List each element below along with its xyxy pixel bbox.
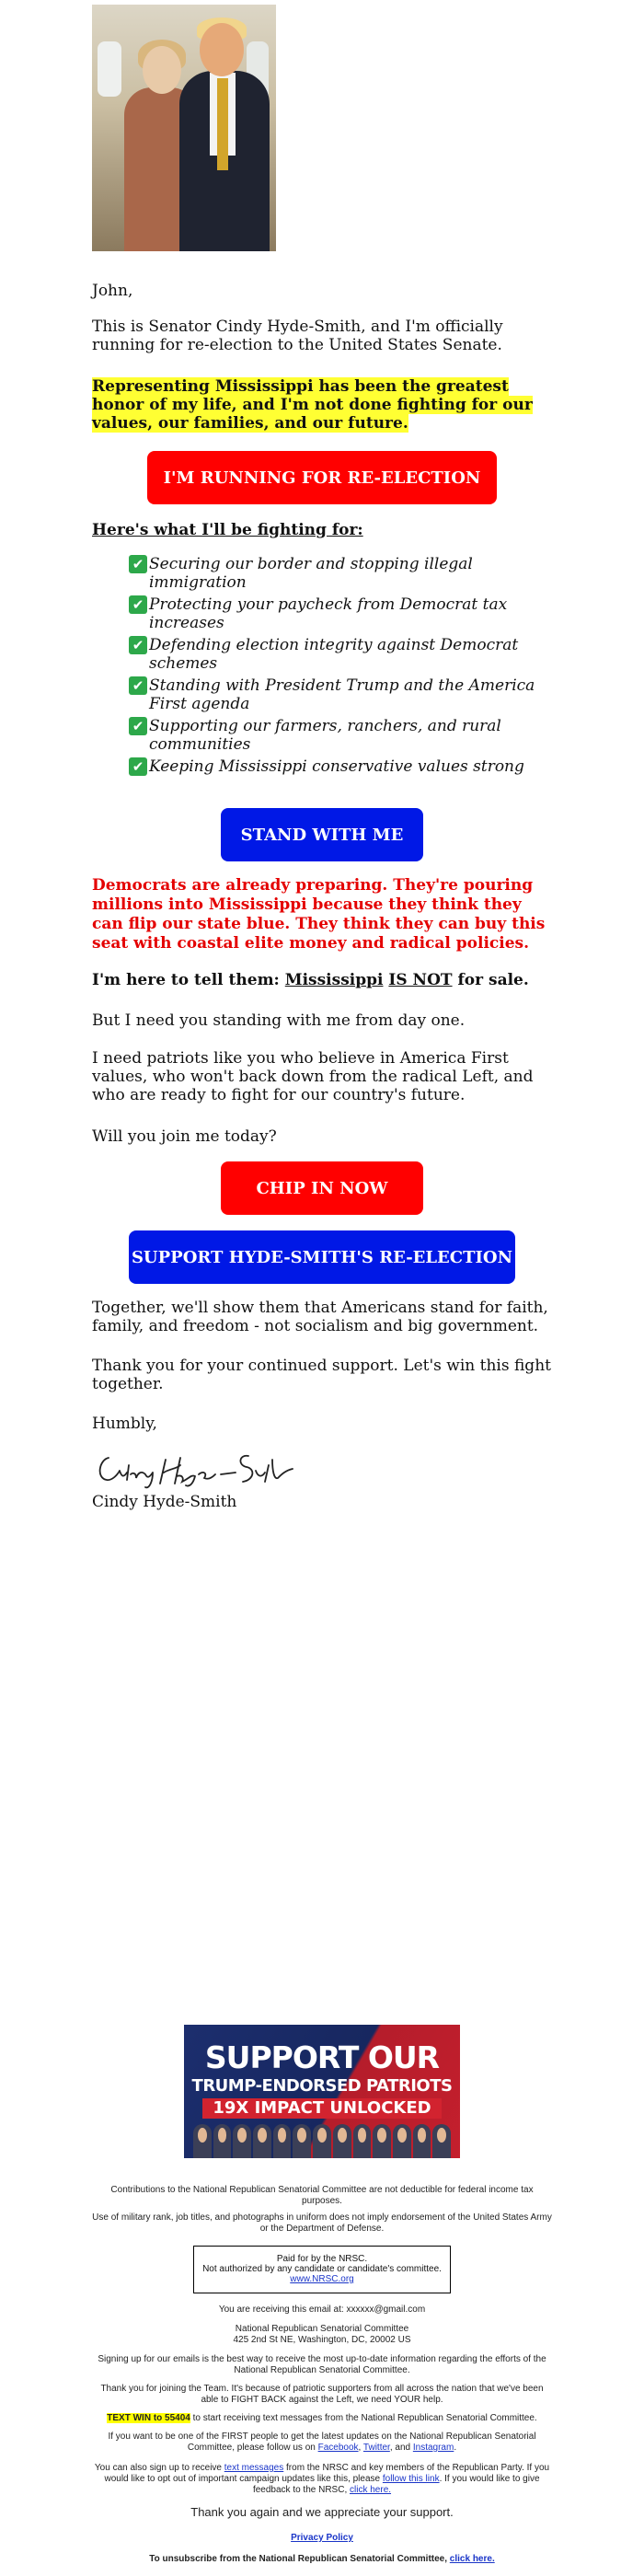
tell-them-paragraph: I'm here to tell them: Mississippi IS NOT for sale.: [92, 971, 529, 989]
greeting: John,: [92, 282, 133, 300]
list-item: ✔ Protecting your paycheck from Democrat tax increases: [129, 595, 552, 632]
unsubscribe-link[interactable]: click here.: [449, 2554, 495, 2564]
banner-faces: [193, 2124, 451, 2158]
support-button[interactable]: SUPPORT HYDE-SMITH'S RE-ELECTION: [129, 1230, 515, 1284]
check-icon: ✔: [129, 595, 147, 614]
banner-line1: SUPPORT OUR: [204, 2039, 440, 2075]
check-icon: ✔: [129, 757, 147, 776]
footer-org-name: National Republican Senatorial Committee: [235, 2324, 409, 2334]
text-messages-link[interactable]: text messages: [224, 2463, 284, 2473]
highlight-paragraph: [92, 377, 552, 433]
support-patriots-banner[interactable]: [184, 2025, 460, 2158]
need-you-paragraph: But I need you standing with me from day one.: [92, 1011, 466, 1030]
facebook-link[interactable]: Facebook: [317, 2443, 359, 2453]
banner-line2: TRUMP-ENDORSED PATRIOTS: [191, 2076, 453, 2096]
list-item: ✔ Standing with President Trump and the America First agenda: [129, 676, 552, 713]
text-win-badge: TEXT WIN to 55404: [107, 2413, 190, 2423]
footer-appreciate: Thank you again and we appreciate your support.: [190, 2505, 454, 2519]
footer-unsubscribe: To unsubscribe from the National Republican Senatorial Committee, click here.: [149, 2554, 495, 2564]
chip-in-button[interactable]: CHIP IN NOW: [221, 1161, 423, 1215]
signature-image: [92, 1438, 304, 1493]
patriots-paragraph: I need patriots like you who believe in America First values, who won't back down from the radical Left, and who are ready to fight for our country's future.: [92, 1049, 534, 1104]
fighting-heading: Here's what I'll be fighting for:: [92, 521, 363, 539]
thanks-paragraph: Thank you for your continued support. Let's win this fight together.: [92, 1357, 551, 1393]
footer-text-win: TEXT WIN to 55404 to start receiving text messages from the National Republican Senatorial Committee.: [107, 2413, 537, 2423]
list-item: ✔ Supporting our farmers, ranchers, and rural communities: [129, 717, 552, 754]
stand-with-me-button[interactable]: STAND WITH ME: [221, 808, 423, 861]
footer-joining: Thank you for joining the Team. It's because of patriotic supporters from all across the nation that we've been able to FIGHT BACK against the Left, we need YOUR help.: [100, 2384, 544, 2405]
footer-privacy: [92, 2533, 552, 2544]
check-icon: ✔: [129, 636, 147, 654]
democrats-paragraph: Democrats are already preparing. They're pouring millions into Mississippi because they think they can flip our state blue. They think they can buy this seat with coastal elite money and radical policies.: [92, 876, 546, 953]
running-button[interactable]: I'M RUNNING FOR RE-ELECTION: [147, 451, 497, 504]
footer-signing-up: Signing up for our emails is the best way to receive the most up-to-date information regarding the efforts of the National Republican Senatorial Committee.: [98, 2354, 546, 2375]
check-icon: ✔: [129, 555, 147, 573]
check-icon: ✔: [129, 717, 147, 735]
list-item: ✔ Securing our border and stopping illegal immigration: [129, 555, 552, 592]
footer-military: Use of military rank, job titles, and photographs in uniform does not imply endorsement of the United States Army or the Department of Defense.: [92, 2212, 552, 2234]
footer-contributions: Contributions to the National Republican Senatorial Committee are not deductible for federal income tax purposes.: [110, 2185, 534, 2206]
humbly-text: Humbly,: [92, 1415, 157, 1433]
footer-sign-up: You can also sign up to receive text messages from the NRSC and key members of the Republican Party. If you would like to opt out of important campaign updates like this, please follow this link. If you would like to give feedback to the NRSC, click here.: [94, 2463, 550, 2495]
footer-receiving: You are receiving this email at: xxxxxx@gmail.com: [218, 2305, 426, 2315]
together-paragraph: Together, we'll show them that Americans stand for faith, family, and freedom - not socialism and big government.: [92, 1299, 548, 1335]
feedback-link[interactable]: click here.: [350, 2485, 392, 2495]
instagram-link[interactable]: Instagram: [412, 2443, 454, 2453]
intro-paragraph: This is Senator Cindy Hyde-Smith, and I'm officially running for re-election to the United States Senate.: [92, 318, 503, 354]
twitter-link[interactable]: Twitter: [362, 2443, 390, 2453]
opt-out-link[interactable]: follow this link: [382, 2474, 440, 2484]
paid-for-box: Paid for by the NRSC. Not authorized by any candidate or candidate's committee. www.NRSC.org: [193, 2246, 451, 2293]
signature-name: Cindy Hyde-Smith: [92, 1493, 237, 1511]
footer-address: 425 2nd St NE, Washington, DC, 20002 US: [233, 2335, 411, 2345]
privacy-policy-link[interactable]: Privacy Policy: [291, 2533, 353, 2543]
candidate-photo: [92, 5, 276, 251]
fighting-list: [129, 555, 552, 780]
list-item: ✔ Defending election integrity against Democrat schemes: [129, 636, 552, 673]
nrsc-link[interactable]: www.NRSC.org: [290, 2274, 354, 2284]
highlight-text: Representing Mississippi has been the greatest honor of my life, and I'm not done fighting for our values, our families, and our future.: [92, 377, 533, 433]
join-paragraph: Will you join me today?: [92, 1127, 277, 1146]
banner-line3: 19X IMPACT UNLOCKED: [202, 2098, 442, 2119]
list-item: ✔ Keeping Mississippi conservative values strong: [129, 757, 552, 776]
check-icon: ✔: [129, 676, 147, 695]
footer-follow: If you want to be one of the FIRST people to get the latest updates on the National Republican Senatorial Committee, please follow us on Facebook, Twitter, and Instagram.: [108, 2432, 536, 2453]
